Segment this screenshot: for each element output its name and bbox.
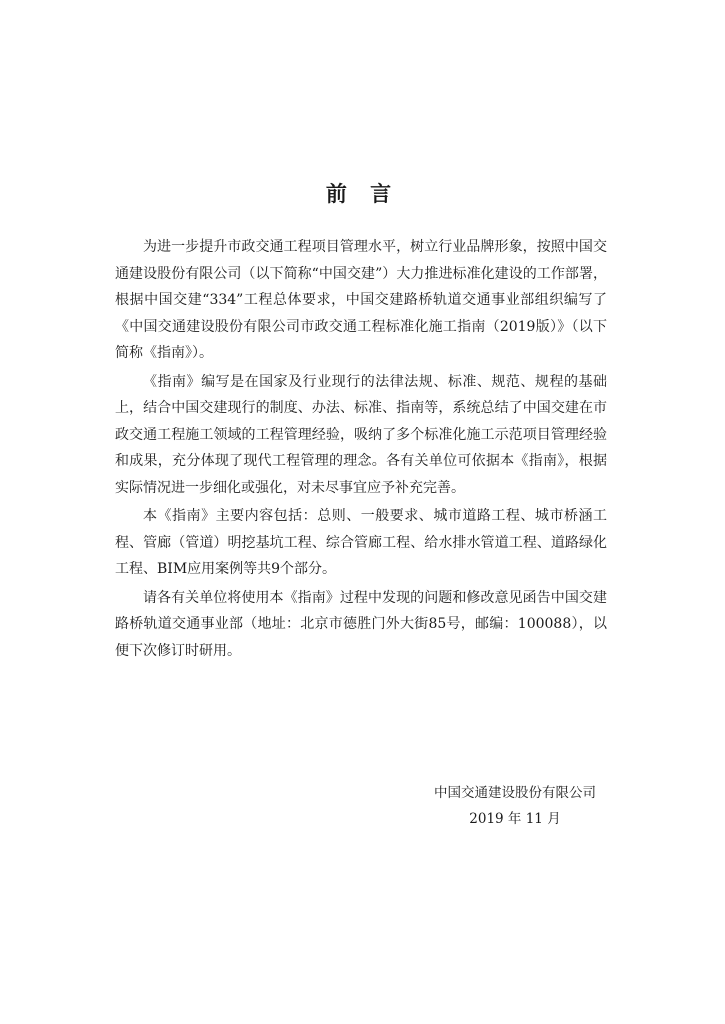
paragraph-1: 为进一步提升市政交通工程项目管理水平，树立行业品牌形象，按照中国交通建设股份有限公司（以下简称“中国交建”）大力推进标准化建设的工作部署，根据中国交建“334”工程总体要求，中国交建路桥轨道交通事业部组织编写了《中国交通建设股份有限公司市政交通工程标准化施工指南（2019版）》（以下简称《指南》）。 <box>115 239 607 361</box>
signature-date: 2019 年 11 月 <box>469 811 561 827</box>
page-title: 前 言 <box>325 182 400 206</box>
paragraph-3: 本《指南》主要内容包括：总则、一般要求、城市道路工程、城市桥涵工程、管廊（管道）明挖基坑工程、综合管廊工程、给水排水管道工程、道路绿化工程、BIM应用案例等共9个部分。 <box>115 508 607 577</box>
paragraph-2: 《指南》编写是在国家及行业现行的法律法规、标准、规范、规程的基础上，结合中国交建现行的制度、办法、标准、指南等，系统总结了中国交建在市政交通工程施工领域的工程管理经验，吸纳了多个标准化施工示范项目管理经验和成果，充分体现了现代工程管理的理念。各有关单位可依据本《指南》，根据实际情况进一步细化或强化，对未尽事宜应予补充完善。 <box>115 373 607 496</box>
signature-block <box>400 780 630 832</box>
paragraph-4: 请各有关单位将使用本《指南》过程中发现的问题和修改意见函告中国交建路桥轨道交通事业部（地址：北京市德胜门外大街85号，邮编：100088），以便下次修订时研用。 <box>115 589 607 659</box>
preface-body <box>115 234 607 666</box>
signature-organization: 中国交通建设股份有限公司 <box>434 785 596 801</box>
